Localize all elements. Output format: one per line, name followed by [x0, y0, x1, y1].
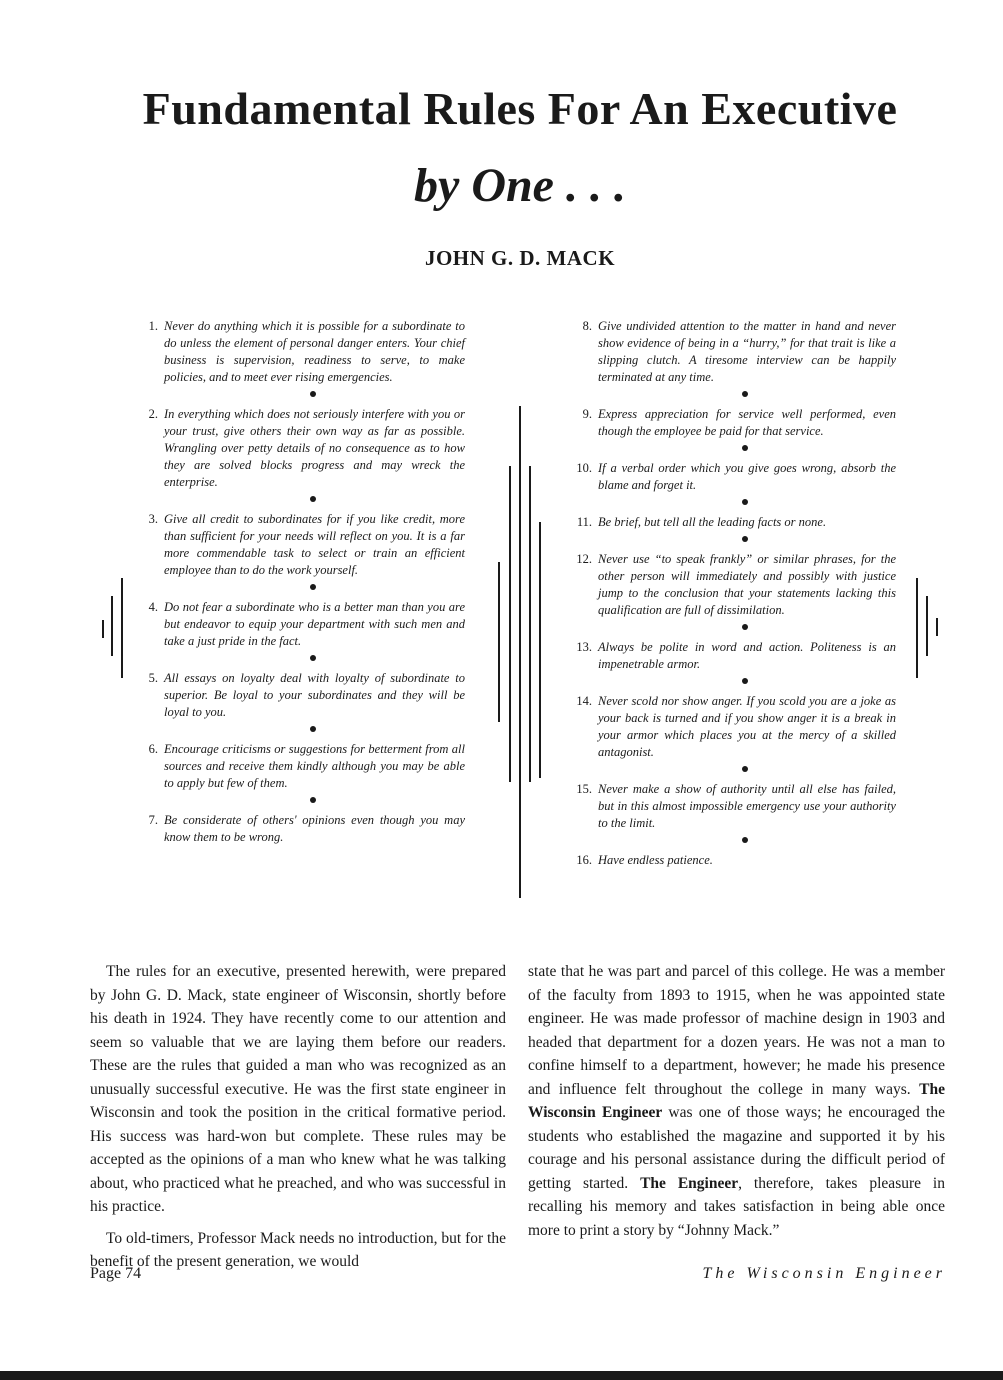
decorative-line	[916, 578, 918, 678]
bullet-separator	[742, 445, 748, 451]
decorative-line	[498, 562, 500, 722]
magazine-name-bold: The Wisconsin Engineer	[528, 1080, 945, 1121]
rules-column-left	[140, 318, 465, 846]
rule-item	[574, 551, 896, 619]
body-paragraph: The rules for an executive, presented herewith, were prepared by John G. D. Mack, state engineer of Wisconsin, shortly before his death in 1924. They have recently come to our attention and seem so valuable that we are laying them before our readers. These are the rules that guided a man who was recognized as an unusually successful executive. He was the first state engineer in Wisconsin and took the position in the critical formative period. His success was hard-won but complete. These rules may be accepted as the opinions of a man who knew what he was talking about, who practiced what he preached, and who was successful in his practice.	[90, 963, 506, 1215]
body-text: was one of those ways; he encouraged the students who established the magazine and supported it by his courage and his personal assistance during the difficult period of getting started.	[528, 1104, 945, 1192]
page-number: Page 74	[90, 1265, 142, 1282]
decorative-line	[926, 596, 928, 656]
bullet-separator	[742, 678, 748, 684]
bullet-separator	[742, 536, 748, 542]
article-subtitle: by One . . .	[414, 159, 626, 212]
rule-text: Always be polite in word and action. Politeness is an impenetrable armor.	[598, 640, 896, 671]
bullet-separator	[310, 391, 316, 397]
rule-number: 7.	[148, 813, 158, 827]
bullet-separator	[310, 655, 316, 661]
rule-item	[574, 639, 896, 673]
rule-item	[574, 852, 896, 869]
decorative-line	[121, 578, 123, 678]
rule-text: Have endless patience.	[598, 853, 713, 867]
rule-number: 2.	[148, 407, 158, 421]
decorative-line	[539, 522, 541, 778]
decorative-line	[519, 406, 521, 898]
rule-text: Encourage criticisms or suggestions for betterment from all sources and receive them kindly although you may be able to apply but few of them.	[164, 742, 465, 790]
rule-item	[574, 318, 896, 386]
rule-item	[574, 693, 896, 761]
rule-item	[574, 514, 896, 531]
rule-text: Never make a show of authority until all else has failed, but in this almost impossible emergency use your authority to the limit.	[598, 782, 896, 830]
bullet-separator	[742, 624, 748, 630]
decorative-line	[936, 618, 938, 636]
bullet-separator	[742, 391, 748, 397]
rule-item	[140, 511, 465, 579]
decorative-line	[102, 620, 104, 638]
rule-number: 4.	[148, 600, 158, 614]
bullet-separator	[310, 584, 316, 590]
body-paragraph: To old-timers, Professor Mack needs no introduction, but for the benefit of the present generation, we would	[90, 1229, 506, 1270]
rule-text: Express appreciation for service well performed, even though the employee be paid for that service.	[598, 407, 896, 438]
rule-text: In everything which does not seriously interfere with you or your trust, give others their own way as far as possible. Wrangling over petty details of no consequence as to how they are solved blocks progress and may wreck the enterprise.	[164, 407, 465, 489]
rule-item	[140, 670, 465, 721]
body-text: , therefore, takes pleasure in recalling his memory and takes satisfaction in being able once more to print a story by “Johnny Mack.”	[528, 1174, 945, 1239]
body-column-left	[90, 960, 506, 1274]
rule-text: Do not fear a subordinate who is a better man than you are but endeavor to equip your department with such men and take a just pride in the fact.	[164, 600, 465, 648]
bottom-border	[0, 1371, 1003, 1380]
rule-number: 3.	[148, 512, 158, 526]
bullet-separator	[310, 496, 316, 502]
rule-number: 11.	[576, 515, 592, 529]
rule-text: All essays on loyalty deal with loyalty of subordinate to superior. Be loyal to your subordinates and they will be loyal to you.	[164, 671, 465, 719]
rule-number: 15.	[576, 782, 592, 796]
rule-number: 16.	[576, 853, 592, 867]
bullet-separator	[310, 726, 316, 732]
bullet-separator	[310, 797, 316, 803]
rule-item	[140, 599, 465, 650]
rule-item	[574, 406, 896, 440]
body-paragraph	[528, 960, 945, 1242]
decorative-line	[509, 466, 511, 782]
rule-text: Be considerate of others' opinions even though you may know them to be wrong.	[164, 813, 465, 844]
rule-item	[574, 460, 896, 494]
rule-text: Never use “to speak frankly” or similar phrases, for the other person will immediately and possibly with justice jump to the conclusion that your statements lacking this qualification are full of dissimilation.	[598, 552, 896, 617]
rule-item	[140, 406, 465, 491]
bullet-separator	[742, 837, 748, 843]
rule-text: Give all credit to subordinates for if you like credit, more than sufficient for your needs will reflect on you. It is a far more commendable task to select or train an efficient employee than to do the work yourself.	[164, 512, 465, 577]
rules-column-right	[574, 318, 896, 869]
rule-item	[140, 318, 465, 386]
author-byline: JOHN G. D. MACK	[424, 246, 616, 270]
rule-text: If a verbal order which you give goes wrong, absorb the blame and forget it.	[598, 461, 896, 492]
rule-number: 10.	[576, 461, 592, 475]
body-column-right	[528, 960, 945, 1242]
body-text: state that he was part and parcel of this college. He was a member of the faculty from 1893 to 1915, when he was appointed state engineer. He was made professor of machine design in 1903 and headed that department for a dozen years. He was not a man to confine himself to a department, however; he made his presence and influence felt throughout the college in many ways.	[528, 963, 945, 1098]
rule-item	[574, 781, 896, 832]
rule-number: 6.	[148, 742, 158, 756]
rule-item	[140, 812, 465, 846]
rule-item	[140, 741, 465, 792]
decorative-line	[111, 596, 113, 656]
rule-text: Be brief, but tell all the leading facts or none.	[598, 515, 827, 529]
bullet-separator	[742, 499, 748, 505]
magazine-footer: The Wisconsin Engineer	[702, 1265, 946, 1282]
rule-number: 1.	[148, 319, 158, 333]
rule-number: 8.	[582, 319, 592, 333]
bullet-separator	[742, 766, 748, 772]
magazine-name-bold: The Engineer	[640, 1174, 739, 1192]
rule-number: 14.	[576, 694, 592, 708]
rule-number: 9.	[582, 407, 592, 421]
rule-number: 13.	[576, 640, 592, 654]
decorative-line	[529, 466, 531, 782]
article-title: Fundamental Rules For An Executive	[142, 83, 898, 134]
rule-text: Give undivided attention to the matter in hand and never show evidence of being in a “hurry,” for that trait is like a slipping clutch. A tiresome interview can be happily terminated at any time.	[598, 319, 896, 384]
rule-text: Never do anything which it is possible for a subordinate to do unless the element of personal danger enters. Your chief business is supervision, readiness to serve, to make policies, and to meet ever rising emergencies.	[164, 319, 465, 384]
rule-number: 12.	[576, 552, 592, 566]
rule-text: Never scold nor show anger. If you scold you are a joke as your back is turned and if you show anger it is a break in your armor which places you at the mercy of a skilled antagonist.	[598, 694, 896, 759]
rule-number: 5.	[148, 671, 158, 685]
